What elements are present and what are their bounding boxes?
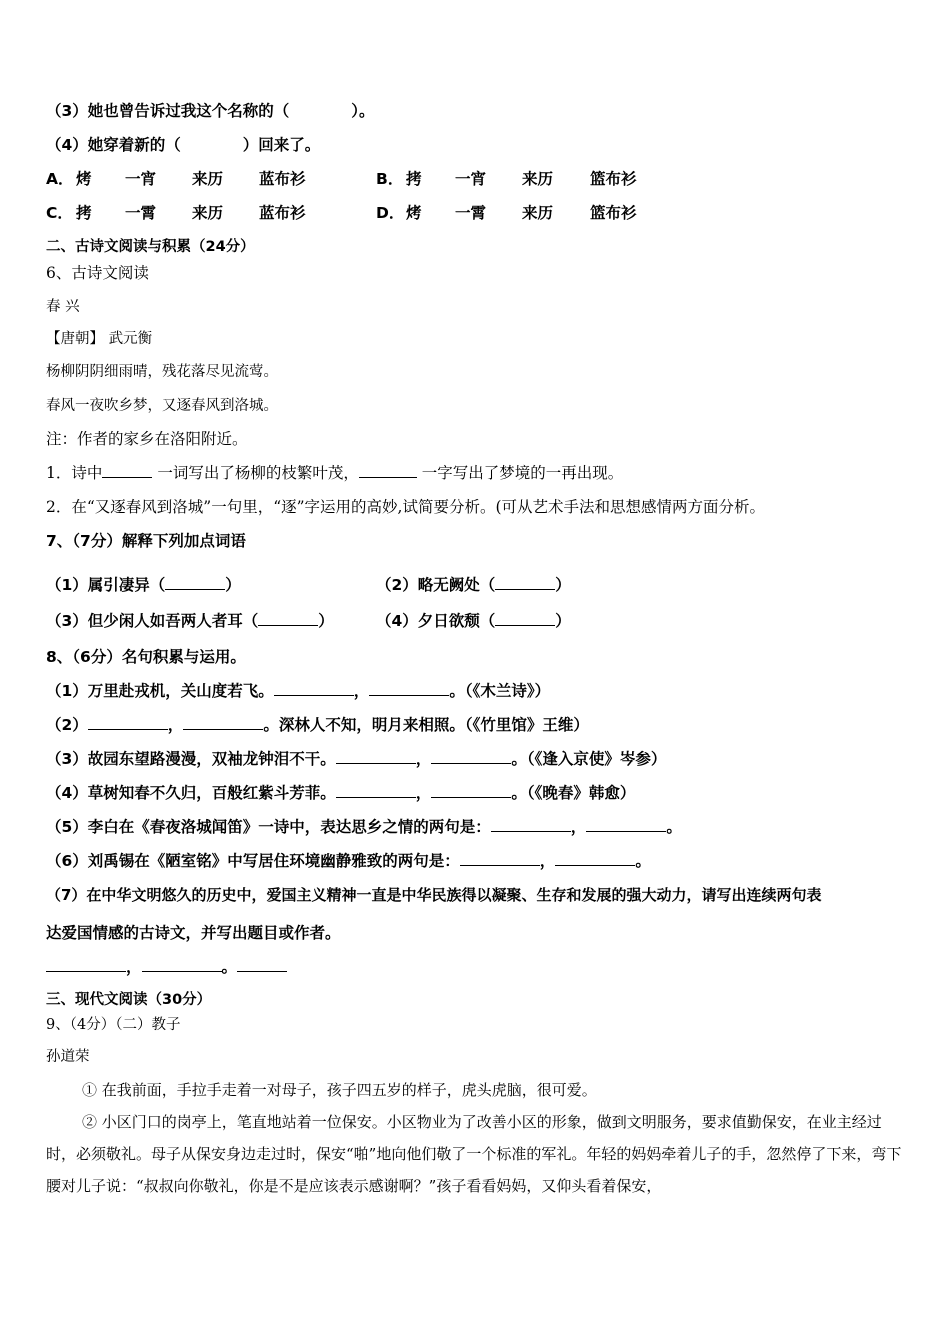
option-word: 来历 xyxy=(192,204,224,222)
article-author: 孙道荣 xyxy=(46,1049,90,1065)
option-label: C． xyxy=(46,204,73,222)
q7-close: ） xyxy=(555,612,571,630)
q7-close: ） xyxy=(225,576,241,594)
answer-blank[interactable] xyxy=(586,816,666,832)
q8-text: （2） xyxy=(46,716,88,734)
option-word: 拷 xyxy=(76,204,92,222)
answer-blank[interactable] xyxy=(431,782,511,798)
answer-blank[interactable] xyxy=(274,680,354,696)
q8-text: 。深林人不知，明月来相照。（《竹里馆》王维） xyxy=(263,716,589,734)
answer-blank[interactable] xyxy=(237,956,287,972)
option-word: 来历 xyxy=(192,170,224,188)
option-word: 篮布衫 xyxy=(590,204,637,222)
option-word: 一宵 xyxy=(125,170,157,188)
q7-item-text: （2）略无阙处（ xyxy=(376,576,496,594)
q8-period: 。 xyxy=(635,852,651,870)
option-label: A． xyxy=(46,170,74,188)
answer-blank[interactable] xyxy=(431,748,511,764)
option-word: 烤 xyxy=(76,170,92,188)
q7-item-text: （1）属引凄异（ xyxy=(46,576,166,594)
option-label: B． xyxy=(376,170,404,188)
q7-item-text: （3）但少闲人如吾两人者耳（ xyxy=(46,612,259,630)
answer-blank[interactable] xyxy=(258,610,318,626)
option-word: 拷 xyxy=(406,170,422,188)
q8-text: 。（《逢入京使》岑参） xyxy=(511,750,667,768)
answer-blank[interactable] xyxy=(165,574,225,590)
option-word: 蓝布衫 xyxy=(259,204,306,222)
option-word: 一宵 xyxy=(455,170,487,188)
answer-blank[interactable] xyxy=(102,462,152,478)
option-word: 来历 xyxy=(522,204,554,222)
option-label: D． xyxy=(376,204,405,222)
q8-text: （3）故园东望路漫漫，双袖龙钟泪不干。 xyxy=(46,750,336,768)
q8-item-6 xyxy=(46,850,651,872)
q6-title: 6、古诗文阅读 xyxy=(46,264,149,282)
q7-close: ） xyxy=(555,576,571,594)
q8-period: 。 xyxy=(221,958,238,976)
q8-comma: ， xyxy=(167,716,184,734)
q5-item-4: （4）她穿着新的（ ）回来了。 xyxy=(46,136,321,154)
q8-comma: ， xyxy=(415,750,432,768)
q8-text: （6）刘禹锡在《陋室铭》中写居住环境幽静雅致的两句是： xyxy=(46,852,460,870)
q6-sub-1-text: 1．诗中 xyxy=(46,464,103,482)
answer-blank[interactable] xyxy=(460,850,540,866)
q7-close: ） xyxy=(318,612,334,630)
answer-blank[interactable] xyxy=(336,782,416,798)
q7-item-2 xyxy=(376,574,571,596)
poem-title: 春 兴 xyxy=(46,299,80,315)
q8-item-4 xyxy=(46,782,635,804)
q8-item-1 xyxy=(46,680,550,702)
q8-text: 。（《木兰诗》） xyxy=(449,682,551,700)
q8-title: 8、（6分）名句积累与运用。 xyxy=(46,648,246,666)
q8-comma: ， xyxy=(539,852,556,870)
answer-blank[interactable] xyxy=(88,714,168,730)
answer-blank[interactable] xyxy=(491,816,571,832)
answer-blank[interactable] xyxy=(183,714,263,730)
q6-sub-2: 2．在“又逐春风到洛城”一句里，“逐”字运用的高妙,试简要分析。(可从艺术手法和思想感情两方面分析。 xyxy=(46,498,766,516)
option-word: 一霄 xyxy=(125,204,157,222)
q8-item-2 xyxy=(46,714,589,736)
q8-text: 。（《晚春》韩愈） xyxy=(511,784,636,802)
answer-blank[interactable] xyxy=(46,956,126,972)
option-word: 蓝布衫 xyxy=(259,170,306,188)
q6-sub-1-text: 一字写出了梦境的一再出现。 xyxy=(421,464,624,482)
section-2-heading: 二、古诗文阅读与积累（24分） xyxy=(46,239,255,255)
q6-sub-1 xyxy=(46,462,623,484)
poem-line-1: 杨柳阴阴细雨晴，残花落尽见流莺。 xyxy=(46,364,278,380)
q7-item-1 xyxy=(46,574,241,596)
q8-comma: ， xyxy=(415,784,432,802)
q5-item-3: （3）她也曾告诉过我这个名称的（ ）。 xyxy=(46,102,375,120)
poem-note: 注：作者的家乡在洛阳附近。 xyxy=(46,430,248,448)
q8-item-3 xyxy=(46,748,666,770)
answer-blank[interactable] xyxy=(142,956,222,972)
option-word: 来历 xyxy=(522,170,554,188)
q7-title: 7、（7分）解释下列加点词语 xyxy=(46,532,246,550)
poem-line-2: 春风一夜吹乡梦，又逐春风到洛城。 xyxy=(46,398,278,414)
option-word: 篮布衫 xyxy=(590,170,637,188)
q8-text: （5）李白在《春夜洛城闻笛》一诗中，表达思乡之情的两句是： xyxy=(46,818,491,836)
answer-blank[interactable] xyxy=(495,610,555,626)
answer-blank[interactable] xyxy=(336,748,416,764)
q6-sub-1-text: 一词写出了杨柳的枝繁叶茂， xyxy=(157,464,359,482)
q8-item-7-line-1: （7）在中华文明悠久的历史中，爱国主义精神一直是中华民族得以凝聚、生存和发展的强大动力，请写出连续两句表 xyxy=(46,886,822,904)
q8-item-7-answer xyxy=(46,956,287,978)
q8-comma: ， xyxy=(126,958,142,976)
q7-item-4 xyxy=(376,610,571,632)
article-paragraph-1: ① 在我前面，手拉手走着一对母子，孩子四五岁的样子，虎头虎脑，很可爱。 xyxy=(82,1081,597,1099)
q8-period: 。 xyxy=(666,818,682,836)
option-word: 烤 xyxy=(406,204,422,222)
answer-blank[interactable] xyxy=(555,850,635,866)
q9-title: 9、（4分）（二）教子 xyxy=(46,1017,181,1033)
q7-item-text: （4）夕日欲颓（ xyxy=(376,612,496,630)
answer-blank[interactable] xyxy=(495,574,555,590)
q7-item-3 xyxy=(46,610,334,632)
answer-blank[interactable] xyxy=(369,680,449,696)
answer-blank[interactable] xyxy=(359,462,417,478)
q8-comma: ， xyxy=(570,818,587,836)
q8-item-7-line-2: 达爱国情感的古诗文，并写出题目或作者。 xyxy=(46,924,341,942)
option-word: 一霄 xyxy=(455,204,487,222)
section-3-heading: 三、现代文阅读（30分） xyxy=(46,992,212,1008)
q8-comma: ， xyxy=(353,682,370,700)
q8-text: （4）草树知春不久归，百般红紫斗芳菲。 xyxy=(46,784,336,802)
q8-text: （1）万里赴戎机，关山度若飞。 xyxy=(46,682,274,700)
poem-author: 【唐朝】 武元衡 xyxy=(46,331,153,347)
q8-item-5 xyxy=(46,816,682,838)
article-paragraph-2: ② 小区门口的岗亭上，笔直地站着一位保安。小区物业为了改善小区的形象，做到文明服务，要求值勤保安，在业主经过时，必须敬礼。母子从保安身边走过时，保安“啪”地向他们敬了一个标准的军礼。年轻的妈妈牵着儿子的手，忽然停了下来，弯下腰对儿子说：“叔叔向你敬礼，你是不是应该表示感谢啊？”孩子看看妈妈，又仰头看着保安， xyxy=(46,1113,902,1195)
